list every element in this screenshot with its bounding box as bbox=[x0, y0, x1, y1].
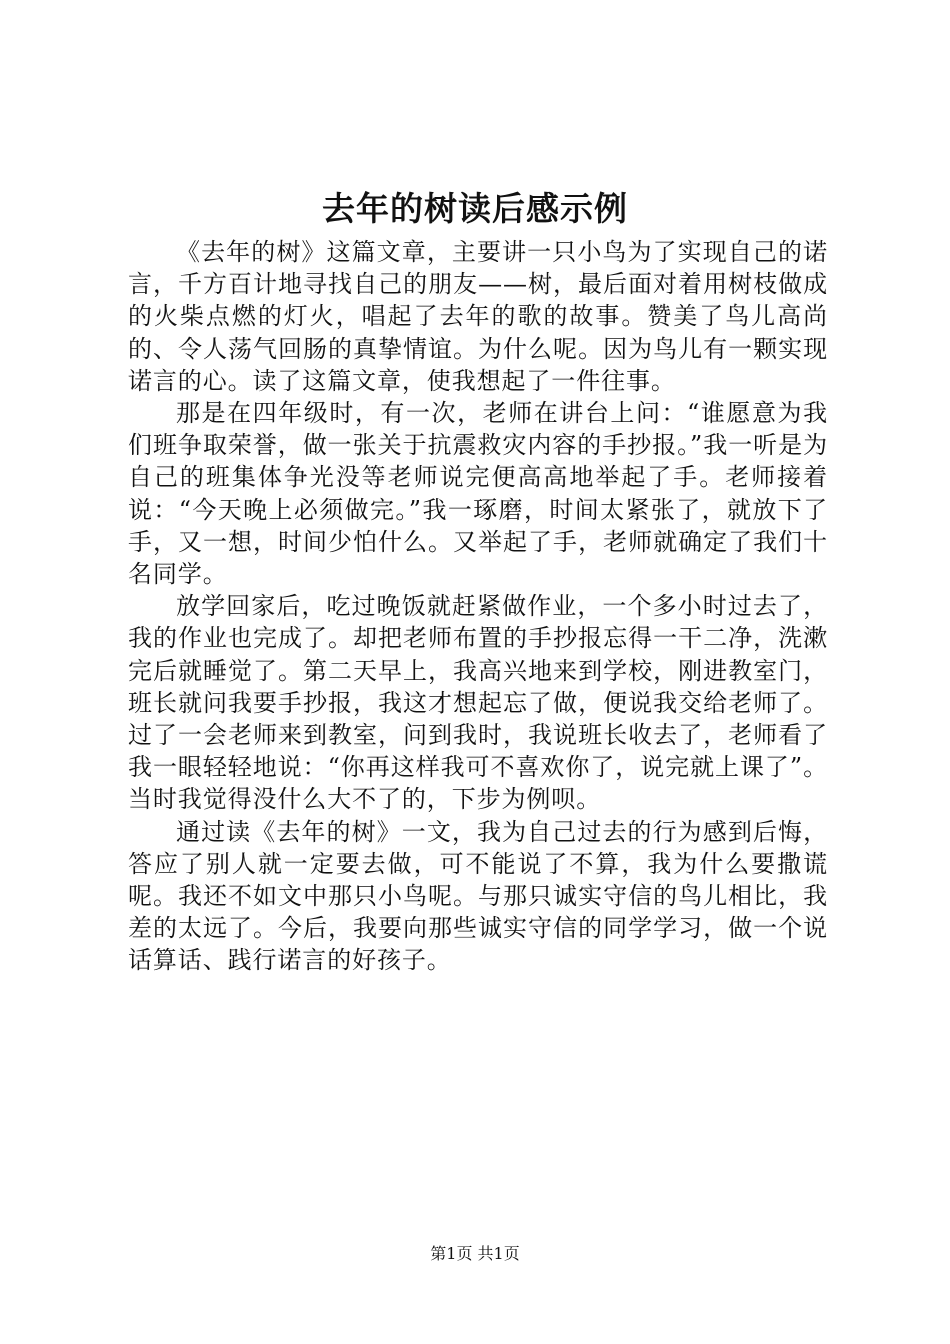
paragraph-2: 那是在四年级时，有一次，老师在讲台上问：“谁愿意为我们班争取荣誉，做一张关于抗震救灾内容的手抄报。”我一听是为自己的班集体争光没等老师说完便高高地举起了手。老师接着说：“今天晚上必须做完。”我一琢磨，时间太紧张了，就放下了手，又一想，时间少怕什么。又举起了手，老师就确定了我们十名同学。 bbox=[128, 399, 828, 589]
paragraph-4: 通过读《去年的树》一文，我为自己过去的行为感到后悔，答应了别人就一定要去做，可不能说了不算，我为什么要撒谎呢。我还不如文中那只小鸟呢。与那只诚实守信的鸟儿相比，我差的太远了。今后，我要向那些诚实守信的同学学习，做一个说话算话、践行诺言的好孩子。 bbox=[128, 817, 828, 975]
page-footer: 第1页 共1页 bbox=[430, 1244, 520, 1263]
paragraph-3: 放学回家后，吃过晚饭就赶紧做作业，一个多小时过去了，我的作业也完成了。却把老师布置的手抄报忘得一干二净，洗漱完后就睡觉了。第二天早上，我高兴地来到学校，刚进教室门，班长就问我要手抄报，我这才想起忘了做，便说我交给老师了。过了一会老师来到教室，问到我时，我说班长收去了，老师看了我一眼轻轻地说：“你再这样我可不喜欢你了，说完就上课了”。当时我觉得没什么大不了的，下步为例呗。 bbox=[128, 592, 828, 814]
article-body bbox=[128, 236, 828, 977]
paragraph-1: 《去年的树》这篇文章，主要讲一只小鸟为了实现自己的诺言，千方百计地寻找自己的朋友——树，最后面对着用树枝做成的火柴点燃的灯火，唱起了去年的歌的故事。赞美了鸟儿高尚的、令人荡气回肠的真挚情谊。为什么呢。因为鸟儿有一颗实现诺言的心。读了这篇文章，使我想起了一件往事。 bbox=[128, 238, 828, 395]
page-title: 去年的树读后感示例 bbox=[322, 189, 628, 228]
